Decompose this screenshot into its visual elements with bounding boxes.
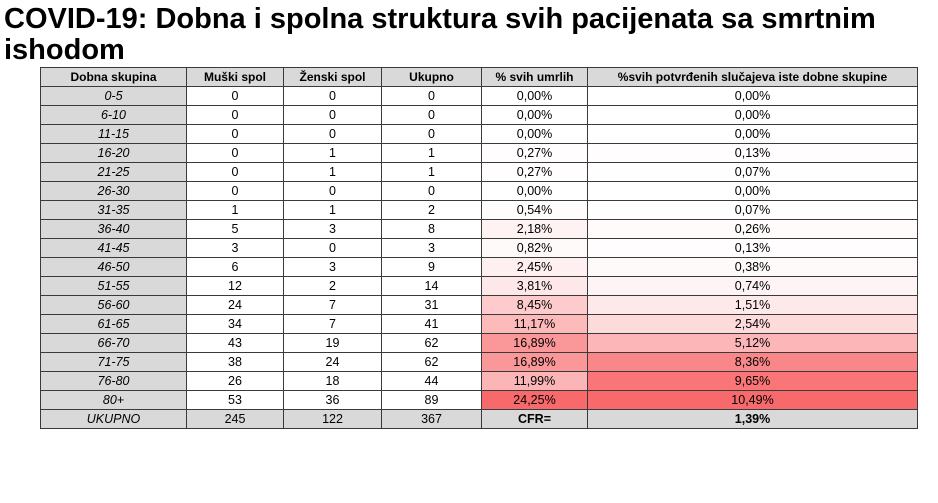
total-total: 367 — [382, 410, 482, 429]
table-row — [41, 296, 918, 315]
cell-male: 0 — [187, 125, 284, 144]
cell-total: 1 — [382, 163, 482, 182]
total-pct-deaths: CFR= — [482, 410, 588, 429]
cell-pct-cases: 0,00% — [588, 125, 918, 144]
cell-male: 43 — [187, 334, 284, 353]
cell-female: 3 — [284, 220, 382, 239]
cell-pct-cases: 0,26% — [588, 220, 918, 239]
cell-age-group: 26-30 — [41, 182, 187, 201]
cell-age-group: 21-25 — [41, 163, 187, 182]
table-row — [41, 353, 918, 372]
cell-total: 2 — [382, 201, 482, 220]
table-row — [41, 372, 918, 391]
cell-age-group: 61-65 — [41, 315, 187, 334]
cell-total: 0 — [382, 125, 482, 144]
cell-female: 3 — [284, 258, 382, 277]
cell-pct-cases: 0,38% — [588, 258, 918, 277]
cell-female: 2 — [284, 277, 382, 296]
cell-male: 5 — [187, 220, 284, 239]
cell-pct-deaths: 0,00% — [482, 182, 588, 201]
cell-age-group: 16-20 — [41, 144, 187, 163]
cell-pct-deaths: 11,17% — [482, 315, 588, 334]
table-total-row — [41, 410, 918, 429]
cell-male: 38 — [187, 353, 284, 372]
cell-female: 0 — [284, 87, 382, 106]
table-body — [41, 87, 918, 429]
table-row — [41, 106, 918, 125]
cell-total: 41 — [382, 315, 482, 334]
cell-pct-deaths: 0,00% — [482, 125, 588, 144]
cell-pct-deaths: 8,45% — [482, 296, 588, 315]
cell-pct-deaths: 2,45% — [482, 258, 588, 277]
cell-pct-cases: 9,65% — [588, 372, 918, 391]
cell-pct-cases: 8,36% — [588, 353, 918, 372]
cell-female: 7 — [284, 315, 382, 334]
cell-male: 24 — [187, 296, 284, 315]
cell-female: 1 — [284, 201, 382, 220]
cell-age-group: 31-35 — [41, 201, 187, 220]
table-header-row — [41, 68, 918, 87]
cell-age-group: 66-70 — [41, 334, 187, 353]
cell-pct-cases: 0,00% — [588, 182, 918, 201]
cell-total: 3 — [382, 239, 482, 258]
cell-male: 1 — [187, 201, 284, 220]
cell-pct-deaths: 11,99% — [482, 372, 588, 391]
table-row — [41, 125, 918, 144]
cell-male: 34 — [187, 315, 284, 334]
header-age-group: Dobna skupina — [41, 68, 187, 87]
table-row — [41, 277, 918, 296]
cell-pct-deaths: 0,27% — [482, 163, 588, 182]
mortality-table — [40, 67, 918, 429]
table-row — [41, 87, 918, 106]
cell-pct-deaths: 0,00% — [482, 106, 588, 125]
cell-pct-deaths: 0,27% — [482, 144, 588, 163]
cell-pct-cases: 0,74% — [588, 277, 918, 296]
page-title: COVID-19: Dobna i spolna struktura svih pacijenata sa smrtnim ishodom — [4, 3, 876, 66]
header-pct-deaths: % svih umrlih — [482, 68, 588, 87]
table-row — [41, 391, 918, 410]
cell-pct-cases: 0,13% — [588, 144, 918, 163]
cell-pct-deaths: 16,89% — [482, 353, 588, 372]
cell-female: 1 — [284, 163, 382, 182]
cell-male: 0 — [187, 87, 284, 106]
header-pct-cases: %svih potvrđenih slučajeva iste dobne skupine — [588, 68, 918, 87]
cell-pct-deaths: 16,89% — [482, 334, 588, 353]
cell-pct-deaths: 24,25% — [482, 391, 588, 410]
cell-pct-deaths: 0,54% — [482, 201, 588, 220]
cell-male: 6 — [187, 258, 284, 277]
cell-pct-cases: 10,49% — [588, 391, 918, 410]
cell-age-group: 11-15 — [41, 125, 187, 144]
cell-age-group: 71-75 — [41, 353, 187, 372]
cell-female: 18 — [284, 372, 382, 391]
cell-pct-cases: 0,00% — [588, 106, 918, 125]
cell-female: 0 — [284, 125, 382, 144]
cell-total: 0 — [382, 182, 482, 201]
cell-male: 3 — [187, 239, 284, 258]
cell-female: 24 — [284, 353, 382, 372]
cell-total: 14 — [382, 277, 482, 296]
cell-pct-cases: 2,54% — [588, 315, 918, 334]
cell-total: 62 — [382, 353, 482, 372]
cell-age-group: 76-80 — [41, 372, 187, 391]
table-row — [41, 258, 918, 277]
cell-age-group: 46-50 — [41, 258, 187, 277]
header-male: Muški spol — [187, 68, 284, 87]
cell-pct-deaths: 3,81% — [482, 277, 588, 296]
cell-age-group: 51-55 — [41, 277, 187, 296]
cell-pct-cases: 1,51% — [588, 296, 918, 315]
cell-female: 19 — [284, 334, 382, 353]
table-row — [41, 315, 918, 334]
table-row — [41, 163, 918, 182]
cell-total: 1 — [382, 144, 482, 163]
table-row — [41, 239, 918, 258]
cell-total: 44 — [382, 372, 482, 391]
cell-age-group: 80+ — [41, 391, 187, 410]
cell-total: 0 — [382, 87, 482, 106]
cell-female: 36 — [284, 391, 382, 410]
cell-age-group: 36-40 — [41, 220, 187, 239]
cell-male: 53 — [187, 391, 284, 410]
cell-female: 0 — [284, 239, 382, 258]
cell-total: 0 — [382, 106, 482, 125]
table-row — [41, 144, 918, 163]
cell-pct-cases: 0,13% — [588, 239, 918, 258]
cell-pct-cases: 0,07% — [588, 163, 918, 182]
total-female: 122 — [284, 410, 382, 429]
total-age-group: UKUPNO — [41, 410, 187, 429]
cell-female: 1 — [284, 144, 382, 163]
cell-female: 0 — [284, 182, 382, 201]
cell-pct-deaths: 2,18% — [482, 220, 588, 239]
total-male: 245 — [187, 410, 284, 429]
cell-pct-deaths: 0,82% — [482, 239, 588, 258]
header-female: Ženski spol — [284, 68, 382, 87]
header-total: Ukupno — [382, 68, 482, 87]
cell-male: 0 — [187, 106, 284, 125]
table-row — [41, 182, 918, 201]
cell-age-group: 41-45 — [41, 239, 187, 258]
table-row — [41, 334, 918, 353]
cell-female: 7 — [284, 296, 382, 315]
cell-pct-cases: 0,07% — [588, 201, 918, 220]
cell-total: 9 — [382, 258, 482, 277]
cell-pct-deaths: 0,00% — [482, 87, 588, 106]
cell-total: 62 — [382, 334, 482, 353]
cell-total: 31 — [382, 296, 482, 315]
cell-total: 8 — [382, 220, 482, 239]
cell-age-group: 6-10 — [41, 106, 187, 125]
cell-male: 0 — [187, 182, 284, 201]
table-row — [41, 220, 918, 239]
cell-male: 0 — [187, 144, 284, 163]
cell-age-group: 56-60 — [41, 296, 187, 315]
cell-pct-cases: 0,00% — [588, 87, 918, 106]
cell-total: 89 — [382, 391, 482, 410]
cell-male: 26 — [187, 372, 284, 391]
cell-female: 0 — [284, 106, 382, 125]
cell-male: 12 — [187, 277, 284, 296]
cell-male: 0 — [187, 163, 284, 182]
total-pct-cases: 1,39% — [588, 410, 918, 429]
cell-pct-cases: 5,12% — [588, 334, 918, 353]
table-row — [41, 201, 918, 220]
cell-age-group: 0-5 — [41, 87, 187, 106]
